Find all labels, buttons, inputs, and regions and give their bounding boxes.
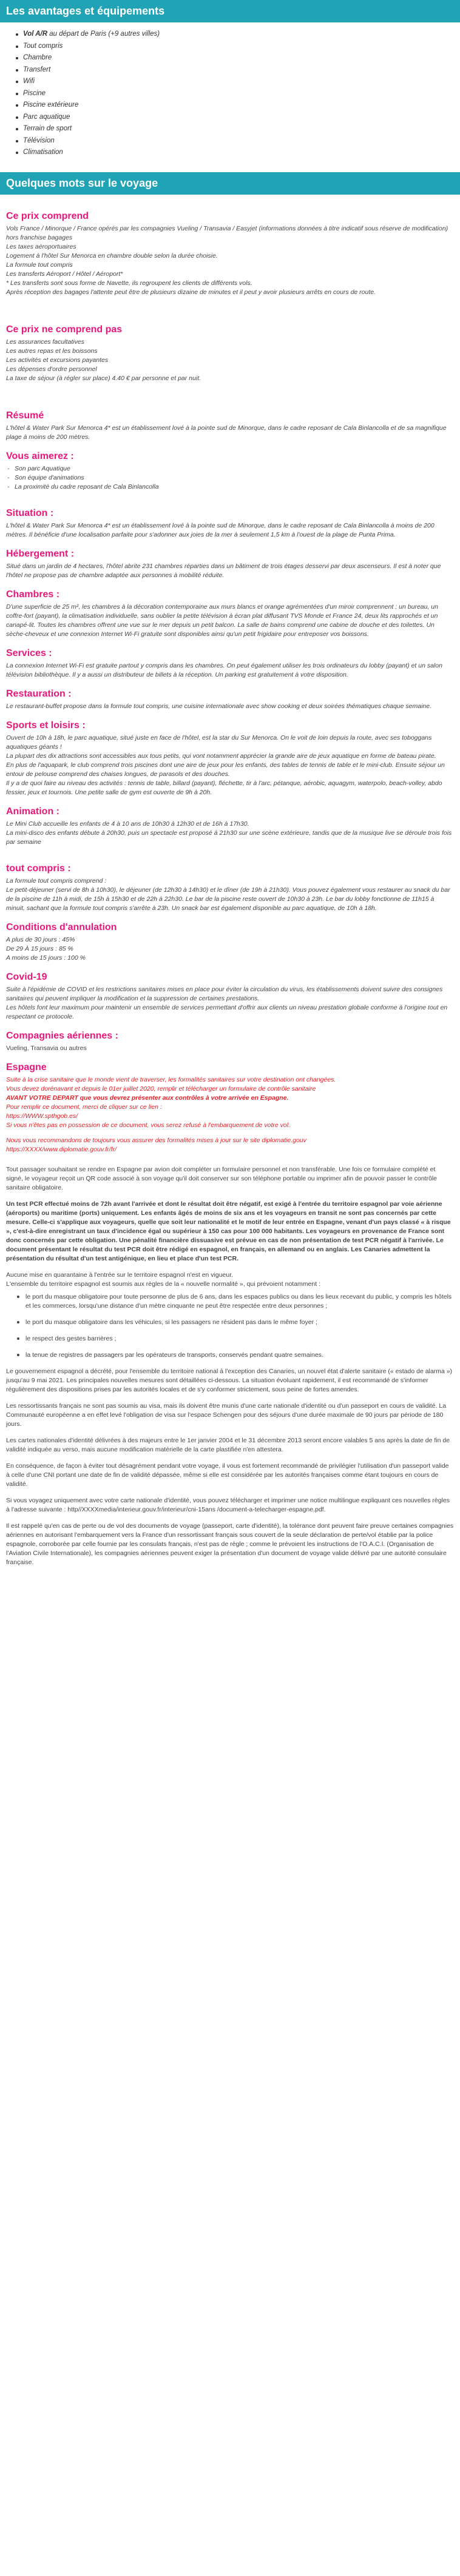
advantage-item-text: Piscine extérieure: [23, 101, 79, 109]
price-included-section: [6, 210, 454, 297]
advantage-item-text: au départ de Paris (+9 autres villes): [47, 30, 160, 38]
airlines-text: Vueling, Transavia ou autres: [6, 1044, 87, 1052]
spain-paragraphs-2: [6, 1367, 454, 1567]
all-inclusive-title: tout compris :: [6, 863, 71, 874]
you-love-item: - Son équipe d'animations: [6, 473, 454, 483]
you-love-section: [6, 450, 454, 492]
spain-warning-line: https://XXXX/www.diplomatie.gouv.fr/fr/: [6, 1145, 117, 1153]
advantage-item: [0, 28, 460, 41]
spain-bullet: la tenue de registres de passagers par les opérateurs de transports, conservés pendant quatre semaines.: [6, 1351, 454, 1360]
covid-title: Covid-19: [6, 971, 47, 982]
advantage-item-text: Climatisation: [23, 149, 63, 156]
price-excluded-lines: [6, 338, 454, 383]
sports-paragraph: En plus de l'aquapark, le club comprend trois piscines dont une aire de jeux pour les enfants, des tables de tennis de table et le mini-club. Ensuite séjour un entour de pelouse comprend des chaises longues, de parasols et des douches.: [6, 761, 445, 778]
trip-content: [0, 210, 460, 1591]
cancellation-line: A moins de 15 jours : 100 %: [6, 954, 86, 962]
summary-text: L'hôtel & Water Park Sur Menorca 4* est un établissement lové à la pointe sud de Minorque, dans le cadre reposant de Cala Binlancolla et de sa magnifique plage à moins de 200 mètres.: [6, 424, 447, 441]
location-section: [6, 507, 454, 540]
sports-paragraph: Ouvert de 10h à 18h, le parc aquatique, situé juste en face de l'hôtel, est la star du Sur Menorca. On le voit de loin depuis la route, avec ses toboggans aquatiques géants !: [6, 734, 432, 751]
services-section: [6, 647, 454, 680]
all-inclusive-paragraph: Le petit-déjeuner (servi de 8h à 10h30), le déjeuner (de 12h30 à 14h30) et le dîner (de 19h à 21h30). Vous pouvez également vous restaurer au snack du bar de la piscine de 11h à midi, de 15h à 15h30 et de 22h à 22h30. Le bar de la piscine reste ouvert de 10h30 à 23h. Le bar du lobby fonctionne de 11h15 à minuit, sachant que la formule tout compris s'arrête à 23h. Un snack bar est également disponible au parc aquatique, de 10h à 18h.: [6, 886, 450, 912]
airlines-section: [6, 1030, 454, 1053]
animation-paragraphs: [6, 820, 454, 847]
spain-paragraph: Si vous voyagez uniquement avec votre carte nationale d'identité, vous pouvez télécharger et imprimer une notice multilingue expliquant ces nouvelles règles à l'adresse suivante : http//XXXXmedia/interieur.gouv.fr/interieur/cni-15ans /document-a-telecharger-espagne.pdf.: [6, 1496, 450, 1513]
advantage-item: [0, 88, 460, 100]
spain-warning-line: Suite à la crise sanitaire que le monde vient de traverser, les formalités sanitaires sur votre destination ont changées.: [6, 1076, 336, 1083]
spain-paragraph: Aucune mise en quarantaine à l'entrée sur le territoire espagnol n'est en vigueur.: [6, 1271, 234, 1279]
advantage-item-text: Parc aquatique: [23, 113, 70, 121]
spain-paragraph: Les cartes nationales d'identité délivrées à des majeurs entre le 1er janvier 2004 et le 31 décembre 2013 seront encore valables 5 ans après la date de fin de validité indiquée au verso, mais aucune modification matérielle de la carte plastifiée n'en attestera.: [6, 1436, 450, 1453]
sports-title: Sports et loisirs :: [6, 720, 86, 731]
all-inclusive-paragraph: La formule tout compris comprend :: [6, 877, 107, 885]
sports-paragraph: Il y a de quoi faire au niveau des activités : tennis de table, billard (payant), fléchette, tir à l'arc, pétanque, aérobic, aquagym, waterpolo, beach-volley, abdo fessier, jeux et tournois. Une petite salle de gym est ouverte de 9h à 20h.: [6, 779, 442, 796]
price-included-line: Les taxes aéroportuaires: [6, 243, 76, 250]
price-excluded-section: [6, 324, 454, 383]
services-title: Services :: [6, 647, 52, 658]
advantage-item: [0, 147, 460, 159]
advantage-item-text: Terrain de sport: [23, 125, 72, 132]
spain-paragraph: Un test PCR effectué moins de 72h avant l'arrivée et dont le résultat doit être négatif, est exigé à l'entrée du territoire espagnol par voie aérienne (aéroports) ou maritime (ports) uniquement. Les enfants âgés de moins de six ans et les voyageurs en transit ne sont pas concernés par cette mesure. Celle-ci s'applique aux voyageurs, quelle que soit leur nationalité et le motif de leur entrée en Espagne, venant d'un pays classé « à risque », c'est-à-dire enregistrant un taux d'incidence égal ou supérieur à 150 cas pour 100 000 habitants. Les voyageurs en provenance de France sont donc concernés par cette obligation. Une pénalité financière dissuasive est prévue en cas de non présentation de test PCR négatif à l'arrivée. Le document présentant le résultat du test PCR doit être rédigé en espagnol, en français, en allemand ou en anglais. Les Canaries admettent la présentation du résultat d'un test antigénique, en lieu et place d'un test PCR.: [6, 1200, 451, 1262]
spain-warning-line: Si vous n'êtes pas en possession de ce document, vous serez refusé à l'embarquement de votre vol.: [6, 1121, 291, 1129]
spain-bullet: le port du masque obligatoire pour toute personne de plus de 6 ans, dans les espaces publics ou dans les lieux recevant du public, y compris les hôtels et les commerces, lorsqu'une distance d'un mètre cinquante ne peut être respectée entre deux personnes ;: [6, 1293, 454, 1311]
animation-paragraph: La mini-disco des enfants débute à 20h30, puis un spectacle est proposé à 21h30 sur une scène extérieure, tandis que de la musique live se déroule trois fois par semaine: [6, 829, 452, 846]
spain-warning-line: https://WWW.spthgob.es/: [6, 1112, 78, 1120]
covid-section: [6, 971, 454, 1022]
price-included-line: Après réception des bagages l'attente peut être de plusieurs dizaine de minutes et il peut y avoir plusieurs arrêts en cours de route.: [6, 288, 376, 296]
price-included-line: Logement à l'hôtel Sur Menorca en chambre double selon la durée choisie.: [6, 252, 218, 259]
covid-text-2: Les hôtels font leur maximum pour maintenir un ensemble de services permettant d'offrir aux clients un niveau prestation globale conforme à l'origine tout en respectant ce protocole.: [6, 1003, 448, 1020]
you-love-item: - Son parc Aquatique: [6, 464, 454, 473]
price-included-title: Ce prix comprend: [6, 210, 89, 221]
restaurant-section: [6, 688, 454, 711]
advantage-item: [0, 41, 460, 53]
advantage-item-text: Piscine: [23, 89, 46, 97]
spain-bullet: le port du masque obligatoire dans les véhicules, si les passagers ne résident pas dans le même foyer ;: [6, 1318, 454, 1327]
price-excluded-line: Les autres repas et les boissons: [6, 347, 98, 355]
sports-section: [6, 720, 454, 797]
advantage-item: [0, 76, 460, 88]
cancellation-section: [6, 922, 454, 963]
sports-paragraph: La plupart des dix attractions sont accessibles aux tous petits, qui vont notamment apprécier la grande aire de jeux aquatique en forme de bateau pirate.: [6, 752, 436, 760]
price-excluded-line: Les activités et excursions payantes: [6, 356, 109, 364]
spain-paragraphs: [6, 1165, 454, 1289]
restaurant-title: Restauration :: [6, 688, 72, 699]
you-love-item: - La proximité du cadre reposant de Cala Binlancolla: [6, 483, 454, 492]
spain-paragraph: Il est rappelé qu'en cas de perte ou de vol des documents de voyage (passeport, carte d'identité), la tolérance dont peuvent faire preuve certaines compagnies aériennes en autorisant l'embarquement vers la France d'un ressortissant français sous couvert de la seule déclaration de perte/vol établie par la police espagnole, corroborée par celle fournie par les consulats français, n'est pas de règle ; comme le prévoient les instructions de l'O.A.C.I. (Organisation de l'Aviation Civile Internationale), les compagnies aériennes peuvent exiger la présentation d'un document de voyage valide délivré par une autorité consulaire française.: [6, 1522, 454, 1566]
advantage-item: [0, 99, 460, 112]
cancellation-line: A plus de 30 jours : 45%: [6, 935, 75, 943]
advantages-list: [0, 28, 460, 159]
price-included-line: * Les transferts sont sous forme de Navette, ils regroupent les clients de différents vols.: [6, 279, 252, 287]
animation-title: Animation :: [6, 806, 59, 817]
spain-paragraph: En conséquence, de façon à éviter tout désagrément pendant votre voyage, il vous est fortement recommandé de privilégier l'utilisation d'un passeport valide à celle d'une CNI portant une date de fin de validité dépassée, même si elle est considérée par les autorités françaises comme étant toujours en cours de validité.: [6, 1462, 449, 1488]
price-excluded-line: La taxe de séjour (à régler sur place) 4.40 € par personne et par nuit.: [6, 374, 201, 382]
spain-paragraph: Les ressortissants français ne sont pas soumis au visa, mais ils doivent être munis d'une carte nationale d'identité ou d'un passeport en cours de validité. La Communauté européenne a en effet levé l'obligation de visa sur l'espace Schengen pour des séjours d'une durée maximale de 90 jours par période de 180 jours.: [6, 1402, 447, 1428]
spain-paragraph: L'ensemble du territoire espagnol est soumis aux règles de la « nouvelle normalité », qui prévoient notamment :: [6, 1280, 320, 1288]
advantages-banner: Les avantages et équipements: [0, 0, 460, 22]
price-included-lines: [6, 224, 454, 297]
sports-paragraphs: [6, 734, 454, 797]
accommodation-text: Situé dans un jardin de 4 hectares, l'hôtel abrite 231 chambres réparties dans un bâtiment de trois étages desservi par deux ascenseurs. Il est à noter que l'hôtel ne propose pas de chambre adaptée aux personnes à mobilité réduite.: [6, 562, 441, 579]
price-included-line: Les transferts Aéroport / Hôtel / Aéroport*: [6, 270, 123, 278]
animation-paragraph: Le Mini Club accueille les enfants de 4 à 10 ans de 10h30 à 12h30 et de 16h à 17h30.: [6, 820, 249, 828]
price-excluded-line: Les assurances facultatives: [6, 338, 84, 346]
price-excluded-title: Ce prix ne comprend pas: [6, 324, 123, 335]
cancellation-title: Conditions d'annulation: [6, 922, 117, 932]
advantage-item-text: Télévision: [23, 136, 55, 144]
advantage-item-text: Tout compris: [23, 42, 63, 50]
advantage-item: [0, 64, 460, 76]
all-inclusive-paragraphs: [6, 877, 454, 913]
you-love-title: Vous aimerez :: [6, 450, 74, 461]
cancellation-line: De 29 À 15 jours : 85 %: [6, 945, 73, 952]
airlines-title: Compagnies aériennes :: [6, 1030, 118, 1041]
animation-section: [6, 806, 454, 847]
spain-bullets: [6, 1293, 454, 1360]
all-inclusive-section: [6, 863, 454, 913]
advantage-item: [0, 52, 460, 64]
rooms-title: Chambres :: [6, 589, 60, 600]
spain-warning-lines: [6, 1076, 454, 1154]
advantage-item-bold: Vol A/R: [23, 30, 48, 38]
summary-section: [6, 410, 454, 442]
advantage-item: [0, 135, 460, 147]
accommodation-section: [6, 548, 454, 580]
covid-text: Suite à l'épidémie de COVID et les restrictions sanitaires mises en place pour éviter la circulation du virus, les établissements doivent suivre des consignes sanitaires qui peuvent impliquer la modification et la suppression de certaines prestations.: [6, 985, 443, 1002]
trip-banner: Quelques mots sur le voyage: [0, 172, 460, 195]
advantage-item: [0, 123, 460, 135]
price-included-line: La formule tout compris: [6, 261, 73, 269]
rooms-text: D'une superficie de 25 m², les chambres à la décoration contemporaine aux murs blancs et orange agrémentées d'un miroir comprennent : un bureau, un coffre-fort (payant), la climatisation individuelle, sans oublier la petite télévision à écran plat diffusant TVS Monde et France 24, deux lits rapprochés et un canapé-lit. Toutes les chambres offrent une vue sur le mer depuis un petit balcon. La salle de bains comprend une cabine de douche et des toilettes. Un sèche-cheveux et une connexion Internet Wi-Fi gratuite sont disponibles ainsi qu'un petit frigidaire pour entreposer vos boissons.: [6, 603, 438, 638]
advantage-item-text: Transfert: [23, 65, 51, 73]
restaurant-text: Le restaurant-buffet propose dans la formule tout compris, une cuisine internationale avec show cooking et deux soirées thématiques chaque semaine.: [6, 702, 431, 710]
spain-section: [6, 1062, 454, 1567]
advantage-item-text: Wifi: [23, 78, 35, 85]
advantage-item: [0, 112, 460, 124]
advantage-item-text: Chambre: [23, 54, 52, 61]
spain-title: Espagne: [6, 1062, 47, 1072]
rooms-section: [6, 589, 454, 639]
location-text: L'hôtel & Water Park Sur Menorca 4* est un établissement lové à la pointe sud de Minorque, dans le cadre reposant de Cala Binlancolla à moins de 200 mètres. Il bénéficie d'une localisation parfaite pour s'adonner aux joies de la mer à seulement 1,5 km à l'ouest de la plage de Punta Prima.: [6, 521, 435, 538]
spain-warning-line: Nous vous recommandons de toujours vous assurer des formalités mises à jour sur le site diplomatie.gouv: [6, 1136, 306, 1144]
spain-warning-line: AVANT VOTRE DEPART que vous devrez présenter aux contrôles à votre arrivée en Espagne.: [6, 1094, 289, 1102]
price-included-line: Vols France / Minorque / France opérés par les compagnies Vueling / Transavia / Easyjet (informations données à titre indicatif sous réserve de modification) hors franchise bagages: [6, 224, 448, 241]
spain-warning-line: Vous devez dorénavant et depuis le 01er juillet 2020, remplir et télécharger un formulaire de contrôle sanitaire: [6, 1085, 316, 1092]
location-title: Situation :: [6, 507, 54, 518]
you-love-list: [6, 464, 454, 492]
price-excluded-line: Les dépenses d'ordre personnel: [6, 365, 97, 373]
spain-paragraph: Tout passager souhaitant se rendre en Espagne par avion doit compléter un formulaire personnel et non transférable. Une fois ce formulaire complété et signé, le voyageur reçoit un QR code associé à son voyage qu'il doit conserver sur son téléphone portable ou imprimer afin de pouvoir passer le contrôle sanitaire obligatoire.: [6, 1165, 437, 1191]
services-text: La connexion Internet Wi-Fi est gratuite partout y compris dans les chambres. On peut également utiliser les trois ordinateurs du lobby (payant) et un salon télévision bibliothèque. Il y a aussi un distributeur de billets à la réception. Un parking est gratuitement à votre disposition.: [6, 661, 442, 678]
spain-bullet: le respect des gestes barrières ;: [6, 1334, 454, 1343]
spain-warning-line: Pour remplir ce document, merci de cliquer sur ce lien :: [6, 1103, 162, 1111]
accommodation-title: Hébergement :: [6, 548, 75, 559]
cancellation-lines: [6, 935, 454, 963]
summary-title: Résumé: [6, 410, 44, 421]
spain-paragraph: Le gouvernement espagnol a décrété, pour l'ensemble du territoire national à l'exception des Canaries, un nouvel état d'alerte sanitaire (« estado de alarma ») jusqu'au 9 mai 2021. Les principales nouvelles mesures sont détaillées ci-dessous. La situation évoluant rapidement, il est recommandé de s'informer régulièrement des dispositions prises par les autorités locales et de s'y conformer strictement, sous peine de fortes amendes.: [6, 1367, 453, 1393]
